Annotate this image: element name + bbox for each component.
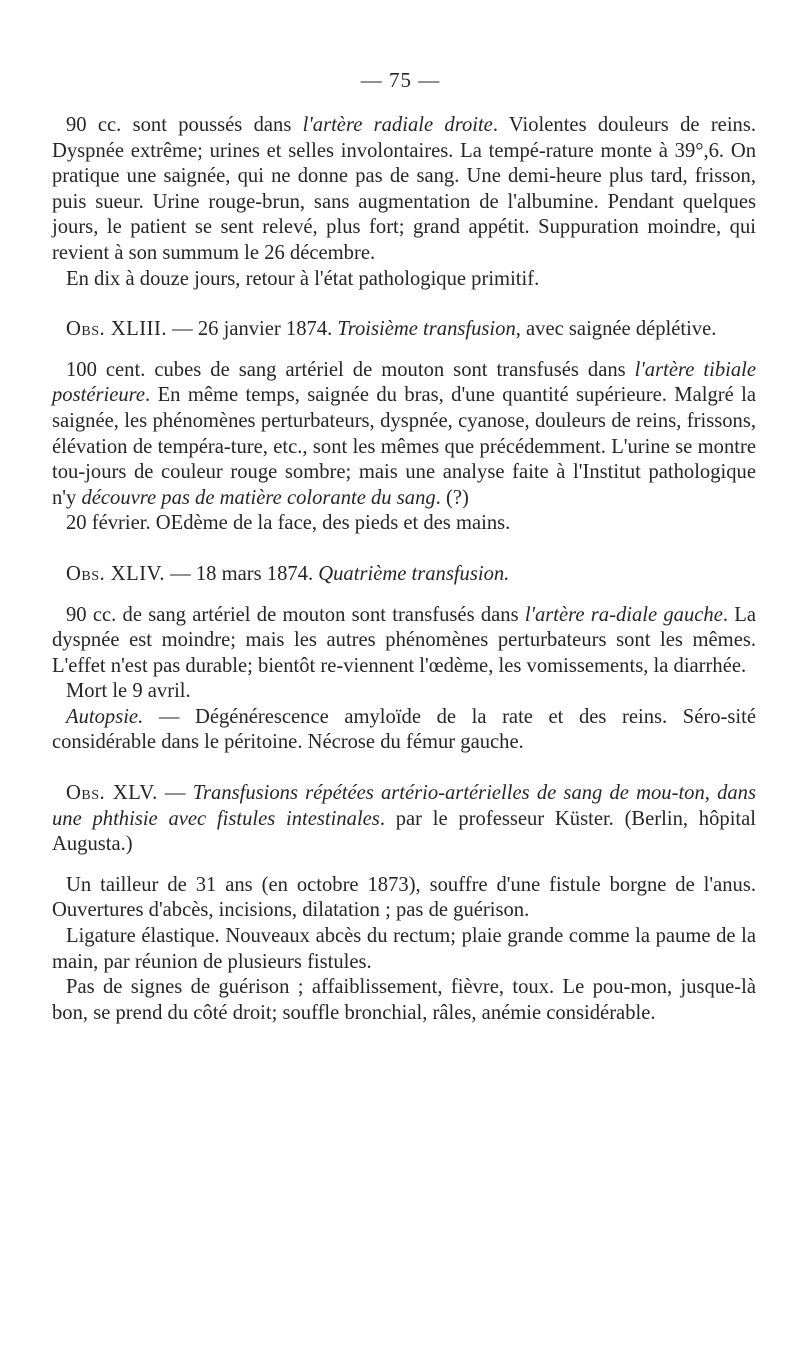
paragraph xyxy=(52,267,756,293)
italic-run: Transfusions répétées artério-artérielles de sang de mou-ton, dans une phthisie avec fistules intestinales xyxy=(52,782,756,830)
paragraph xyxy=(52,679,756,705)
paragraph xyxy=(52,113,756,267)
text-run: Pas de signes de guérison ; affaiblissement, fièvre, toux. Le pou-mon, jusque-là bon, se prend du côté droit; souffle bronchial, râles, anémie considérable. xyxy=(52,976,756,1024)
italic-run: Quatrième transfusion. xyxy=(318,562,510,585)
text-run: . La dyspnée est moindre; mais les autres phénomènes perturbateurs sont les mêmes. L'effet n'est pas durable; bientôt re-viennent l'œdème, les vomissements, la diarrhée. xyxy=(52,603,756,677)
italic-run: l'artère ra-diale gauche xyxy=(524,603,723,626)
text-run: — Dégénérescence amyloïde de la rate et des reins. Séro-sité considérable dans le péritoine. Nécrose du fémur gauche. xyxy=(52,705,756,754)
text-run: — xyxy=(157,782,193,805)
italic-run: l'artère tibiale postérieure xyxy=(52,358,756,407)
text-run: . par le professeur Küster. (Berlin, hôpital Augusta.) xyxy=(52,807,756,856)
observation-label: Obs. XLV. xyxy=(66,782,158,805)
paragraph xyxy=(52,603,756,680)
text-run: 90 cc. sont poussés dans xyxy=(66,114,303,136)
page-number: — 75 — xyxy=(360,68,441,92)
text-run: 90 cc. de sang artériel de mouton sont transfusés dans xyxy=(66,603,525,626)
observation-heading xyxy=(52,562,756,588)
paragraph xyxy=(52,975,756,1026)
text-run: Ligature élastique. Nouveaux abcès du rectum; plaie grande comme la paume de la main, par réunion de plusieurs fistules. xyxy=(52,925,756,973)
italic-run: Troisième transfusion xyxy=(337,318,516,341)
text-run: , avec saignée déplétive. xyxy=(515,318,717,341)
observation-heading xyxy=(52,317,756,343)
body-text xyxy=(52,113,756,1026)
italic-run: l'artère radiale droite xyxy=(302,114,493,136)
paragraph xyxy=(52,705,756,756)
text-run: — 18 mars 1874. xyxy=(164,562,319,585)
text-run: Un tailleur de 31 ans (en octobre 1873), souffre d'une fistule borgne de l'anus. Ouvertures d'abcès, incisions, dilatation ; pas de guérison. xyxy=(52,873,756,922)
paragraph xyxy=(52,924,756,975)
text-run: 20 février. OEdème de la face, des pieds et des mains. xyxy=(66,512,511,535)
italic-run: découvre pas de matière colorante du sang xyxy=(81,486,436,509)
italic-run: Autopsie. xyxy=(66,705,144,728)
observation-label: Obs. XLIV. xyxy=(66,562,165,585)
observation-heading xyxy=(52,781,756,858)
text-run: En dix à douze jours, retour à l'état pathologique primitif. xyxy=(66,267,540,290)
text-run: Mort le 9 avril. xyxy=(66,680,191,703)
text-run: . (?) xyxy=(435,486,469,509)
paragraph xyxy=(52,873,756,924)
text-run: . Violentes douleurs de reins. Dyspnée extrême; urines et selles involontaires. La tempé-rature monte à 39°,6. On pratique une saignée, qui ne donne pas de sang. Une demi-heure plus tard, frisson, puis sueur. Urine rouge-brun, sans augmentation de l'albumine. Pendant quelques jours, le patient se sent relevé, plus fort; grand appétit. Suppuration moindre, qui revient à son summum le 26 décembre. xyxy=(52,114,756,264)
text-run: . En même temps, saignée du bras, d'une quantité supérieure. Malgré la saignée, les phénomènes perturbateurs, dyspnée, cyanose, douleurs de reins, frissons, élévation de tempéra-ture, etc., sont les mêmes que précédemment. L'urine se montre tou-jours de couleur rouge sombre; mais une analyse faite à l'Institut pathologique n'y xyxy=(52,384,756,509)
paragraph xyxy=(52,358,756,512)
observation-label: Obs. XLIII. xyxy=(66,318,167,341)
text-run: 100 cent. cubes de sang artériel de mouton sont transfusés dans xyxy=(66,358,635,381)
paragraph xyxy=(52,511,756,537)
text-run: — 26 janvier 1874. xyxy=(166,318,338,341)
